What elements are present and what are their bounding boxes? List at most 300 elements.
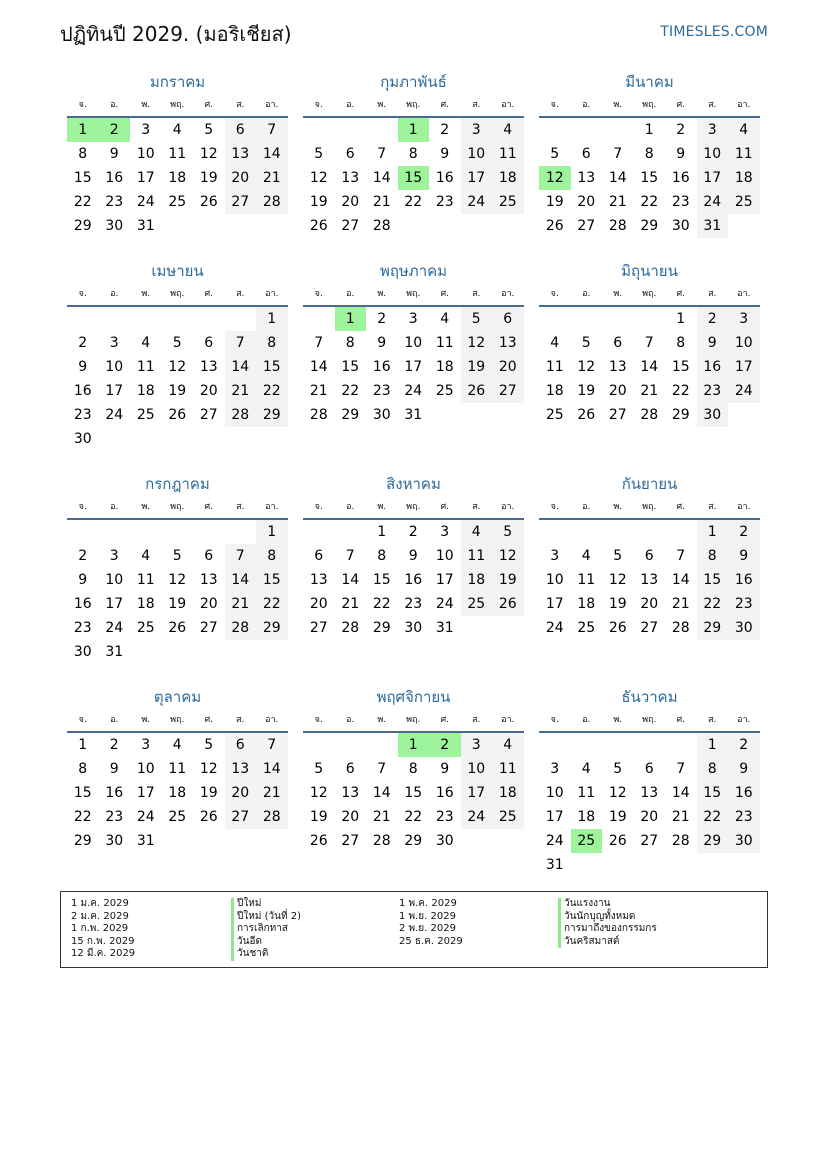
day-cell[interactable]: 7 xyxy=(377,761,387,777)
day-cell[interactable]: 9 xyxy=(440,146,450,162)
day-cell[interactable]: 26 xyxy=(199,194,218,210)
day-cell[interactable]: 8 xyxy=(256,544,288,568)
day-cell[interactable]: 20 xyxy=(640,809,659,825)
day-cell[interactable]: 3 xyxy=(141,737,151,753)
day-cell[interactable]: 6 xyxy=(204,335,214,351)
day-cell[interactable]: 8 xyxy=(78,146,88,162)
day-cell[interactable]: 21 xyxy=(372,194,391,210)
day-cell[interactable]: 7 xyxy=(225,331,257,355)
day-cell[interactable]: 27 xyxy=(309,620,328,636)
day-cell[interactable]: 16 xyxy=(372,359,391,375)
day-cell[interactable]: 20 xyxy=(309,596,328,612)
day-cell[interactable]: 15 xyxy=(404,785,423,801)
day-cell[interactable]: 24 xyxy=(136,194,155,210)
day-cell[interactable]: 25 xyxy=(577,620,596,636)
day-cell[interactable]: 4 xyxy=(581,548,591,564)
day-cell[interactable]: 13 xyxy=(341,170,360,186)
day-cell[interactable]: 16 xyxy=(697,355,729,379)
day-cell[interactable]: 20 xyxy=(608,383,627,399)
day-cell[interactable]: 15 xyxy=(697,568,729,592)
day-cell[interactable]: 17 xyxy=(136,785,155,801)
day-cell[interactable]: 14 xyxy=(256,142,288,166)
day-cell[interactable]: 21 xyxy=(256,781,288,805)
day-cell[interactable]: 14 xyxy=(341,572,360,588)
day-cell[interactable]: 20 xyxy=(577,194,596,210)
day-cell[interactable]: 23 xyxy=(105,809,124,825)
day-cell[interactable]: 19 xyxy=(492,568,524,592)
day-cell[interactable]: 5 xyxy=(550,146,560,162)
day-cell[interactable]: 1 xyxy=(377,524,387,540)
day-cell[interactable]: 10 xyxy=(545,785,564,801)
day-cell[interactable]: 10 xyxy=(105,572,124,588)
day-cell[interactable]: 30 xyxy=(671,218,690,234)
day-cell[interactable]: 30 xyxy=(697,403,729,427)
day-cell[interactable]: 23 xyxy=(728,805,760,829)
day-cell[interactable]: 9 xyxy=(109,761,119,777)
day-cell[interactable]: 19 xyxy=(199,785,218,801)
day-cell[interactable]: 7 xyxy=(256,118,288,142)
holiday-day[interactable]: 2 xyxy=(99,118,131,142)
day-cell[interactable]: 5 xyxy=(461,307,493,331)
day-cell[interactable]: 12 xyxy=(577,359,596,375)
day-cell[interactable]: 15 xyxy=(73,170,92,186)
day-cell[interactable]: 23 xyxy=(697,379,729,403)
day-cell[interactable]: 26 xyxy=(608,833,627,849)
day-cell[interactable]: 16 xyxy=(435,170,454,186)
day-cell[interactable]: 8 xyxy=(377,548,387,564)
day-cell[interactable]: 16 xyxy=(728,568,760,592)
day-cell[interactable]: 19 xyxy=(608,809,627,825)
day-cell[interactable]: 10 xyxy=(404,335,423,351)
day-cell[interactable]: 28 xyxy=(372,218,391,234)
day-cell[interactable]: 22 xyxy=(341,383,360,399)
day-cell[interactable]: 31 xyxy=(435,620,454,636)
day-cell[interactable]: 6 xyxy=(644,548,654,564)
day-cell[interactable]: 19 xyxy=(168,596,187,612)
day-cell[interactable]: 8 xyxy=(78,761,88,777)
day-cell[interactable]: 24 xyxy=(545,833,564,849)
day-cell[interactable]: 22 xyxy=(404,809,423,825)
day-cell[interactable]: 11 xyxy=(168,761,187,777)
day-cell[interactable]: 1 xyxy=(644,122,654,138)
day-cell[interactable]: 7 xyxy=(644,335,654,351)
day-cell[interactable]: 10 xyxy=(435,548,454,564)
day-cell[interactable]: 27 xyxy=(225,190,257,214)
day-cell[interactable]: 25 xyxy=(168,194,187,210)
day-cell[interactable]: 6 xyxy=(204,548,214,564)
day-cell[interactable]: 4 xyxy=(172,737,182,753)
day-cell[interactable]: 20 xyxy=(492,355,524,379)
day-cell[interactable]: 6 xyxy=(225,118,257,142)
day-cell[interactable]: 3 xyxy=(408,311,418,327)
day-cell[interactable]: 31 xyxy=(697,214,729,238)
day-cell[interactable]: 26 xyxy=(309,833,328,849)
day-cell[interactable]: 3 xyxy=(440,524,450,540)
holiday-day[interactable]: 1 xyxy=(335,307,367,331)
day-cell[interactable]: 26 xyxy=(577,407,596,423)
day-cell[interactable]: 25 xyxy=(492,190,524,214)
day-cell[interactable]: 4 xyxy=(492,733,524,757)
day-cell[interactable]: 21 xyxy=(608,194,627,210)
day-cell[interactable]: 16 xyxy=(73,596,92,612)
day-cell[interactable]: 17 xyxy=(545,809,564,825)
day-cell[interactable]: 4 xyxy=(172,122,182,138)
day-cell[interactable]: 13 xyxy=(341,785,360,801)
day-cell[interactable]: 11 xyxy=(728,142,760,166)
day-cell[interactable]: 24 xyxy=(461,805,493,829)
day-cell[interactable]: 6 xyxy=(225,733,257,757)
day-cell[interactable]: 21 xyxy=(341,596,360,612)
day-cell[interactable]: 14 xyxy=(671,572,690,588)
day-cell[interactable]: 3 xyxy=(550,761,560,777)
day-cell[interactable]: 9 xyxy=(109,146,119,162)
day-cell[interactable]: 22 xyxy=(640,194,659,210)
day-cell[interactable]: 18 xyxy=(545,383,564,399)
day-cell[interactable]: 24 xyxy=(728,379,760,403)
day-cell[interactable]: 1 xyxy=(697,733,729,757)
day-cell[interactable]: 27 xyxy=(492,379,524,403)
day-cell[interactable]: 7 xyxy=(345,548,355,564)
day-cell[interactable]: 14 xyxy=(640,359,659,375)
day-cell[interactable]: 13 xyxy=(608,359,627,375)
day-cell[interactable]: 24 xyxy=(545,620,564,636)
day-cell[interactable]: 17 xyxy=(697,166,729,190)
day-cell[interactable]: 30 xyxy=(105,833,124,849)
day-cell[interactable]: 3 xyxy=(109,548,119,564)
day-cell[interactable]: 18 xyxy=(168,785,187,801)
day-cell[interactable]: 15 xyxy=(697,781,729,805)
day-cell[interactable]: 22 xyxy=(256,592,288,616)
day-cell[interactable]: 18 xyxy=(461,568,493,592)
day-cell[interactable]: 21 xyxy=(372,809,391,825)
day-cell[interactable]: 26 xyxy=(545,218,564,234)
day-cell[interactable]: 28 xyxy=(671,620,690,636)
day-cell[interactable]: 4 xyxy=(141,548,151,564)
day-cell[interactable]: 5 xyxy=(613,548,623,564)
day-cell[interactable]: 21 xyxy=(640,383,659,399)
day-cell[interactable]: 18 xyxy=(728,166,760,190)
holiday-day[interactable]: 25 xyxy=(571,829,603,853)
day-cell[interactable]: 26 xyxy=(608,620,627,636)
day-cell[interactable]: 20 xyxy=(199,596,218,612)
day-cell[interactable]: 20 xyxy=(341,194,360,210)
day-cell[interactable]: 14 xyxy=(671,785,690,801)
day-cell[interactable]: 15 xyxy=(640,170,659,186)
holiday-day[interactable]: 1 xyxy=(67,118,99,142)
day-cell[interactable]: 14 xyxy=(309,359,328,375)
day-cell[interactable]: 19 xyxy=(168,383,187,399)
day-cell[interactable]: 24 xyxy=(105,620,124,636)
day-cell[interactable]: 26 xyxy=(492,592,524,616)
day-cell[interactable]: 30 xyxy=(435,833,454,849)
day-cell[interactable]: 18 xyxy=(492,166,524,190)
day-cell[interactable]: 8 xyxy=(408,146,418,162)
day-cell[interactable]: 28 xyxy=(256,805,288,829)
day-cell[interactable]: 30 xyxy=(73,431,92,447)
day-cell[interactable]: 15 xyxy=(372,572,391,588)
day-cell[interactable]: 21 xyxy=(309,383,328,399)
holiday-day[interactable]: 12 xyxy=(539,166,571,190)
day-cell[interactable]: 12 xyxy=(608,785,627,801)
day-cell[interactable]: 18 xyxy=(435,359,454,375)
day-cell[interactable]: 21 xyxy=(256,166,288,190)
day-cell[interactable]: 19 xyxy=(309,194,328,210)
day-cell[interactable]: 4 xyxy=(728,118,760,142)
day-cell[interactable]: 10 xyxy=(697,142,729,166)
day-cell[interactable]: 20 xyxy=(640,596,659,612)
day-cell[interactable]: 27 xyxy=(199,620,218,636)
day-cell[interactable]: 30 xyxy=(728,616,760,640)
day-cell[interactable]: 23 xyxy=(105,194,124,210)
day-cell[interactable]: 29 xyxy=(256,616,288,640)
day-cell[interactable]: 9 xyxy=(728,757,760,781)
day-cell[interactable]: 3 xyxy=(461,118,493,142)
day-cell[interactable]: 13 xyxy=(640,572,659,588)
day-cell[interactable]: 17 xyxy=(728,355,760,379)
day-cell[interactable]: 11 xyxy=(577,572,596,588)
day-cell[interactable]: 14 xyxy=(225,355,257,379)
day-cell[interactable]: 25 xyxy=(435,383,454,399)
day-cell[interactable]: 2 xyxy=(78,335,88,351)
day-cell[interactable]: 5 xyxy=(581,335,591,351)
day-cell[interactable]: 4 xyxy=(550,335,560,351)
day-cell[interactable]: 8 xyxy=(345,335,355,351)
holiday-day[interactable]: 2 xyxy=(429,733,461,757)
day-cell[interactable]: 29 xyxy=(256,403,288,427)
day-cell[interactable]: 19 xyxy=(199,170,218,186)
day-cell[interactable]: 19 xyxy=(545,194,564,210)
day-cell[interactable]: 31 xyxy=(136,833,155,849)
day-cell[interactable]: 1 xyxy=(78,737,88,753)
day-cell[interactable]: 5 xyxy=(492,520,524,544)
day-cell[interactable]: 2 xyxy=(408,524,418,540)
day-cell[interactable]: 21 xyxy=(225,592,257,616)
day-cell[interactable]: 17 xyxy=(105,596,124,612)
day-cell[interactable]: 10 xyxy=(105,359,124,375)
day-cell[interactable]: 16 xyxy=(73,383,92,399)
day-cell[interactable]: 4 xyxy=(581,761,591,777)
day-cell[interactable]: 18 xyxy=(136,596,155,612)
day-cell[interactable]: 28 xyxy=(225,403,257,427)
day-cell[interactable]: 17 xyxy=(545,596,564,612)
day-cell[interactable]: 9 xyxy=(676,146,686,162)
day-cell[interactable]: 30 xyxy=(372,407,391,423)
day-cell[interactable]: 30 xyxy=(404,620,423,636)
day-cell[interactable]: 23 xyxy=(73,407,92,423)
day-cell[interactable]: 5 xyxy=(314,146,324,162)
day-cell[interactable]: 2 xyxy=(377,311,387,327)
day-cell[interactable]: 1 xyxy=(256,307,288,331)
day-cell[interactable]: 3 xyxy=(141,122,151,138)
day-cell[interactable]: 25 xyxy=(492,805,524,829)
day-cell[interactable]: 23 xyxy=(404,596,423,612)
day-cell[interactable]: 10 xyxy=(136,146,155,162)
day-cell[interactable]: 11 xyxy=(545,359,564,375)
day-cell[interactable]: 12 xyxy=(309,785,328,801)
day-cell[interactable]: 25 xyxy=(461,592,493,616)
day-cell[interactable]: 8 xyxy=(644,146,654,162)
day-cell[interactable]: 30 xyxy=(728,829,760,853)
day-cell[interactable]: 13 xyxy=(225,757,257,781)
day-cell[interactable]: 11 xyxy=(136,572,155,588)
day-cell[interactable]: 2 xyxy=(728,733,760,757)
day-cell[interactable]: 29 xyxy=(697,616,729,640)
day-cell[interactable]: 16 xyxy=(404,572,423,588)
day-cell[interactable]: 11 xyxy=(492,757,524,781)
day-cell[interactable]: 26 xyxy=(461,379,493,403)
day-cell[interactable]: 14 xyxy=(372,785,391,801)
day-cell[interactable]: 16 xyxy=(671,170,690,186)
day-cell[interactable]: 24 xyxy=(136,809,155,825)
day-cell[interactable]: 20 xyxy=(341,809,360,825)
day-cell[interactable]: 17 xyxy=(404,359,423,375)
day-cell[interactable]: 26 xyxy=(168,620,187,636)
day-cell[interactable]: 10 xyxy=(461,757,493,781)
day-cell[interactable]: 24 xyxy=(404,383,423,399)
day-cell[interactable]: 31 xyxy=(404,407,423,423)
day-cell[interactable]: 12 xyxy=(168,572,187,588)
day-cell[interactable]: 11 xyxy=(136,359,155,375)
day-cell[interactable]: 5 xyxy=(172,335,182,351)
day-cell[interactable]: 7 xyxy=(314,335,324,351)
day-cell[interactable]: 17 xyxy=(105,383,124,399)
day-cell[interactable]: 27 xyxy=(608,407,627,423)
day-cell[interactable]: 26 xyxy=(309,218,328,234)
day-cell[interactable]: 27 xyxy=(225,805,257,829)
day-cell[interactable]: 9 xyxy=(697,331,729,355)
day-cell[interactable]: 3 xyxy=(461,733,493,757)
day-cell[interactable]: 27 xyxy=(577,218,596,234)
day-cell[interactable]: 28 xyxy=(309,407,328,423)
holiday-day[interactable]: 1 xyxy=(398,733,430,757)
day-cell[interactable]: 23 xyxy=(728,592,760,616)
day-cell[interactable]: 9 xyxy=(728,544,760,568)
day-cell[interactable]: 15 xyxy=(256,355,288,379)
day-cell[interactable]: 18 xyxy=(577,809,596,825)
day-cell[interactable]: 17 xyxy=(136,170,155,186)
day-cell[interactable]: 29 xyxy=(73,218,92,234)
day-cell[interactable]: 29 xyxy=(341,407,360,423)
day-cell[interactable]: 11 xyxy=(168,146,187,162)
day-cell[interactable]: 29 xyxy=(372,620,391,636)
day-cell[interactable]: 28 xyxy=(256,190,288,214)
day-cell[interactable]: 7 xyxy=(676,548,686,564)
day-cell[interactable]: 1 xyxy=(697,520,729,544)
day-cell[interactable]: 23 xyxy=(435,194,454,210)
day-cell[interactable]: 13 xyxy=(199,359,218,375)
day-cell[interactable]: 13 xyxy=(309,572,328,588)
day-cell[interactable]: 5 xyxy=(613,761,623,777)
holiday-day[interactable]: 15 xyxy=(398,166,430,190)
day-cell[interactable]: 8 xyxy=(697,544,729,568)
day-cell[interactable]: 31 xyxy=(545,857,564,873)
day-cell[interactable]: 9 xyxy=(440,761,450,777)
day-cell[interactable]: 2 xyxy=(109,737,119,753)
day-cell[interactable]: 13 xyxy=(577,170,596,186)
day-cell[interactable]: 3 xyxy=(728,307,760,331)
day-cell[interactable]: 7 xyxy=(256,733,288,757)
day-cell[interactable]: 9 xyxy=(78,572,88,588)
day-cell[interactable]: 30 xyxy=(73,644,92,660)
day-cell[interactable]: 4 xyxy=(492,118,524,142)
day-cell[interactable]: 9 xyxy=(408,548,418,564)
day-cell[interactable]: 12 xyxy=(492,544,524,568)
day-cell[interactable]: 25 xyxy=(136,407,155,423)
day-cell[interactable]: 8 xyxy=(697,757,729,781)
day-cell[interactable]: 24 xyxy=(435,596,454,612)
day-cell[interactable]: 19 xyxy=(461,355,493,379)
day-cell[interactable]: 13 xyxy=(225,142,257,166)
day-cell[interactable]: 12 xyxy=(461,331,493,355)
day-cell[interactable]: 2 xyxy=(728,520,760,544)
day-cell[interactable]: 31 xyxy=(136,218,155,234)
day-cell[interactable]: 20 xyxy=(199,383,218,399)
day-cell[interactable]: 12 xyxy=(608,572,627,588)
day-cell[interactable]: 29 xyxy=(671,407,690,423)
day-cell[interactable]: 13 xyxy=(640,785,659,801)
day-cell[interactable]: 26 xyxy=(199,809,218,825)
day-cell[interactable]: 12 xyxy=(168,359,187,375)
day-cell[interactable]: 3 xyxy=(550,548,560,564)
day-cell[interactable]: 9 xyxy=(377,335,387,351)
day-cell[interactable]: 14 xyxy=(372,170,391,186)
day-cell[interactable]: 7 xyxy=(377,146,387,162)
day-cell[interactable]: 30 xyxy=(105,218,124,234)
day-cell[interactable]: 11 xyxy=(435,335,454,351)
day-cell[interactable]: 15 xyxy=(671,359,690,375)
day-cell[interactable]: 18 xyxy=(577,596,596,612)
day-cell[interactable]: 22 xyxy=(697,805,729,829)
day-cell[interactable]: 16 xyxy=(105,785,124,801)
day-cell[interactable]: 2 xyxy=(78,548,88,564)
day-cell[interactable]: 8 xyxy=(408,761,418,777)
day-cell[interactable]: 22 xyxy=(73,194,92,210)
brand-link[interactable]: TIMESLES.COM xyxy=(660,24,768,40)
day-cell[interactable]: 28 xyxy=(671,833,690,849)
day-cell[interactable]: 14 xyxy=(608,170,627,186)
day-cell[interactable]: 20 xyxy=(225,166,257,190)
day-cell[interactable]: 12 xyxy=(199,146,218,162)
day-cell[interactable]: 31 xyxy=(105,644,124,660)
day-cell[interactable]: 6 xyxy=(613,335,623,351)
day-cell[interactable]: 21 xyxy=(671,809,690,825)
day-cell[interactable]: 6 xyxy=(345,761,355,777)
day-cell[interactable]: 3 xyxy=(109,335,119,351)
day-cell[interactable]: 23 xyxy=(671,194,690,210)
day-cell[interactable]: 6 xyxy=(644,761,654,777)
day-cell[interactable]: 2 xyxy=(440,122,450,138)
day-cell[interactable]: 11 xyxy=(461,544,493,568)
day-cell[interactable]: 28 xyxy=(608,218,627,234)
day-cell[interactable]: 1 xyxy=(676,311,686,327)
day-cell[interactable]: 3 xyxy=(697,118,729,142)
holiday-day[interactable]: 1 xyxy=(398,118,430,142)
day-cell[interactable]: 7 xyxy=(676,761,686,777)
day-cell[interactable]: 28 xyxy=(640,407,659,423)
day-cell[interactable]: 27 xyxy=(199,407,218,423)
day-cell[interactable]: 15 xyxy=(256,568,288,592)
day-cell[interactable]: 11 xyxy=(492,142,524,166)
day-cell[interactable]: 28 xyxy=(341,620,360,636)
day-cell[interactable]: 29 xyxy=(404,833,423,849)
day-cell[interactable]: 14 xyxy=(256,757,288,781)
day-cell[interactable]: 7 xyxy=(613,146,623,162)
day-cell[interactable]: 25 xyxy=(728,190,760,214)
day-cell[interactable]: 28 xyxy=(225,616,257,640)
day-cell[interactable]: 27 xyxy=(640,620,659,636)
day-cell[interactable]: 16 xyxy=(105,170,124,186)
day-cell[interactable]: 22 xyxy=(73,809,92,825)
